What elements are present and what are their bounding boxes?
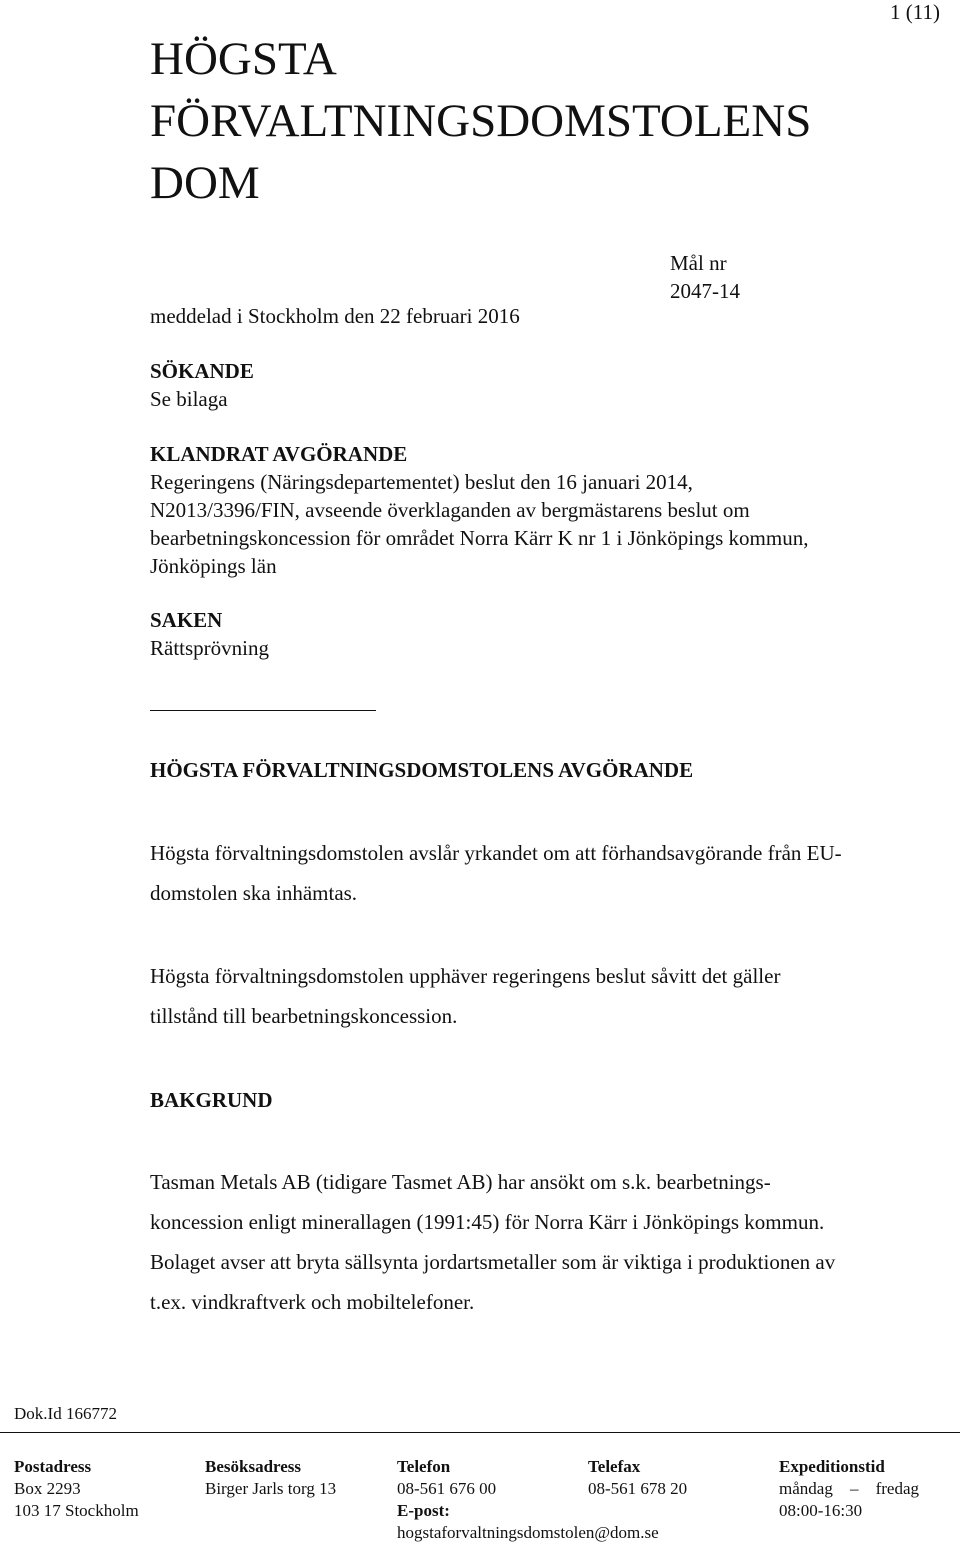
case-number-label: Mål nr [670, 251, 727, 275]
paragraph-line: Högsta förvaltningsdomstolen avslår yrkandet om att förhandsavgörande från EU- [150, 841, 842, 865]
background-heading: BAKGRUND [150, 1088, 273, 1112]
applicant-heading: SÖKANDE [150, 359, 254, 383]
footer-days [779, 1478, 919, 1500]
footer-text: 08:00-16:30 [779, 1501, 863, 1520]
paragraph-line: Tasman Metals AB (tidigare Tasmet AB) har ansökt om s.k. bearbetnings- [150, 1170, 771, 1194]
footer-text: Birger Jarls torg 13 [205, 1479, 337, 1498]
verdict-paragraph-1 [150, 833, 930, 913]
footer-postal-address [14, 1456, 139, 1522]
footer-heading: Expeditionstid [779, 1457, 885, 1476]
footer-office-hours [779, 1456, 919, 1522]
separator-line [150, 710, 376, 711]
footer-heading: Besöksadress [205, 1457, 302, 1476]
footer-email-label: E-post: [397, 1501, 450, 1520]
paragraph-line: t.ex. vindkraftverk och mobiltelefoner. [150, 1290, 475, 1314]
court-title-line: HÖGSTA [150, 33, 337, 85]
footer-text: Box 2293 [14, 1479, 81, 1498]
matter-text: Rättsprövning [150, 636, 269, 660]
footer-day-from: måndag [779, 1479, 833, 1498]
footer-text: 103 17 Stockholm [14, 1501, 139, 1520]
date-line: meddelad i Stockholm den 22 februari 2016 [150, 304, 520, 328]
court-title [150, 28, 940, 214]
footer-fax [588, 1456, 687, 1500]
case-number-block [670, 249, 740, 305]
contested-decision-heading: KLANDRAT AVGÖRANDE [150, 442, 408, 466]
court-title-line: DOM [150, 157, 260, 209]
contested-decision-section [150, 440, 940, 580]
contested-decision-line: Jönköpings län [150, 554, 277, 578]
footer-visiting-address [205, 1456, 336, 1500]
page-number: 1 (11) [890, 0, 940, 24]
footer-day-to: fredag [875, 1479, 919, 1498]
case-number: 2047-14 [670, 279, 740, 303]
footer-email-link[interactable]: hogstaforvaltningsdomstolen@dom.se [397, 1523, 659, 1542]
footer-heading: Telefax [588, 1457, 641, 1476]
paragraph-line: Högsta förvaltningsdomstolen upphäver regeringens beslut såvitt det gäller [150, 964, 781, 988]
contested-decision-line: Regeringens (Näringsdepartementet) beslut den 16 januari 2014, [150, 470, 693, 494]
matter-heading: SAKEN [150, 608, 223, 632]
background-paragraph [150, 1162, 930, 1322]
footer-text: 08-561 676 00 [397, 1479, 497, 1498]
verdict-paragraph-2 [150, 956, 930, 1036]
paragraph-line: domstolen ska inhämtas. [150, 881, 358, 905]
matter-section [150, 606, 910, 662]
paragraph-line: Bolaget avser att bryta sällsynta jordartsmetaller som är viktiga i produktionen av [150, 1250, 836, 1274]
footer-text: 08-561 678 20 [588, 1479, 688, 1498]
footer-separator [0, 1432, 960, 1433]
contested-decision-line: N2013/3396/FIN, avseende överklaganden av bergmästarens beslut om [150, 498, 750, 522]
paragraph-line: tillstånd till bearbetningskoncession. [150, 1004, 458, 1028]
court-title-line: FÖRVALTNINGSDOMSTOLENS [150, 95, 812, 147]
footer-heading: Telefon [397, 1457, 451, 1476]
paragraph-line: koncession enligt minerallagen (1991:45) för Norra Kärr i Jönköpings kommun. [150, 1210, 825, 1234]
applicant-section [150, 357, 910, 413]
contested-decision-line: bearbetningskoncession för området Norra Kärr K nr 1 i Jönköpings kommun, [150, 526, 809, 550]
footer-dash: – [849, 1479, 859, 1498]
applicant-text: Se bilaga [150, 387, 228, 411]
document-id: Dok.Id 166772 [14, 1404, 117, 1423]
verdict-heading: HÖGSTA FÖRVALTNINGSDOMSTOLENS AVGÖRANDE [150, 758, 694, 782]
footer-heading: Postadress [14, 1457, 92, 1476]
